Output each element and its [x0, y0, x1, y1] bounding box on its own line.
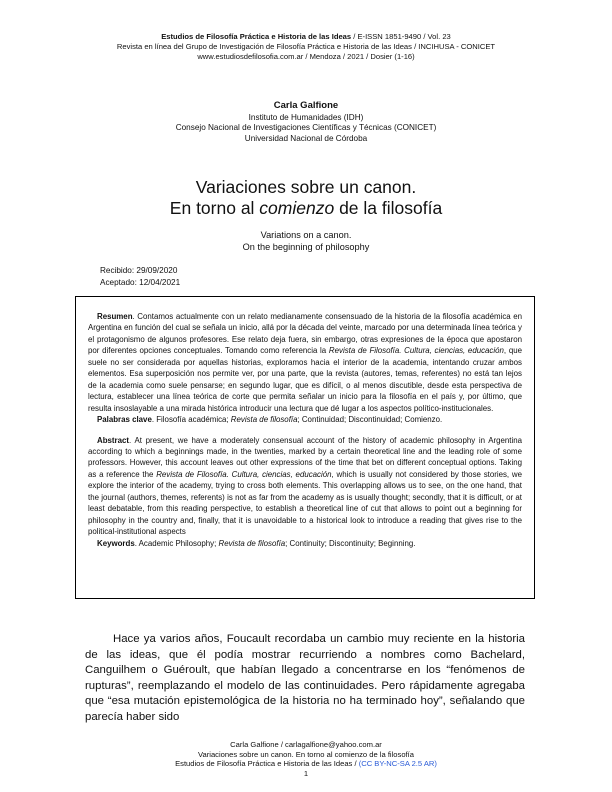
- license-link[interactable]: (CC BY-NC-SA 2.5 AR): [358, 759, 437, 769]
- resumen-text-em: Revista de Filosofía. Cultura, ciencias, educación: [328, 346, 504, 356]
- palabras-clave-em: Revista de filosofía: [230, 415, 298, 425]
- author-affiliations: [0, 113, 612, 144]
- title-line2-pre: En torno al: [169, 198, 260, 218]
- title-line1: Variaciones sobre un canon.: [195, 177, 417, 197]
- page-footer: [0, 740, 612, 778]
- article-dates: [100, 265, 180, 289]
- resumen-text-1: . Contamos actualmente con un relato medianamente consensuado de la historia de la filosofía académica en Argentina en función del cual se señala un inicio, allá por la década del veinte, marcado por una determinada línea teórica y el protagonismo de algunos profesores. Ese relato deja fuera, sin embargo, otras expresiones de la época que apostaron por diferentes opciones conceptuales. Tomando como referencia la: [88, 312, 522, 356]
- abstract-text-em: Revista de Filosofía. Cultura, ciencias, educación: [156, 469, 332, 479]
- keywords-1: . Academic Philosophy;: [134, 538, 219, 548]
- abstract-text-1: . At present, we have a moderately consensual account of the history of academic philosophy in Argentina according to which a beginnings made, in the twenties, marked by a certain theoretical line and the leading role of some professors. However, this account leaves out other expressions of the time that bet on different conceptual options. Taking as a reference the: [88, 435, 522, 479]
- author-name: Carla Galfione: [273, 100, 339, 111]
- journal-header: [0, 32, 612, 62]
- accepted-date: Aceptado: 12/04/2021: [100, 278, 181, 287]
- article-subtitle: [0, 230, 612, 253]
- journal-header-line3: www.estudiosdefilosofia.com.ar / Mendoza / 2021 / Dosier (1-16): [197, 52, 415, 61]
- title-line2-em: comienzo: [259, 198, 335, 218]
- abstract-paragraph: [88, 435, 522, 538]
- article-title: [0, 177, 612, 219]
- journal-header-line2: Revista en línea del Grupo de Investigación de Filosofía Práctica e Historia de las Ideas / INCIHUSA - CONICET: [116, 42, 496, 51]
- page-number: 1: [303, 768, 309, 778]
- journal-name: Estudios de Filosofía Práctica e Historia de las Ideas: [161, 32, 352, 41]
- keywords-2: ; Continuity; Discontinuity; Beginning.: [285, 538, 416, 548]
- abstract-text-2: , which is usually not considered by those stories, we explore the interior of the academy, trying to cross both elements. This overlapping allows us to see, on the one hand, that the journal (authors, themes, referents) is not as far from the academy as is usually thought; secondly, that it is difficult, or at least debatable, from this reading perspective, to establish a theoretical line of cut that allows to point out a beginning for philosophy in the country and, finally, that it is unavoidable to a historical look to introduce a reading that gives rise to the political-institutional aspects: [88, 469, 522, 537]
- resumen-label: Resumen: [97, 312, 133, 321]
- palabras-clave-label: Palabras clave: [97, 415, 152, 425]
- abstract-label: Abstract: [97, 435, 130, 445]
- body-paragraph: Hace ya varios años, Foucault recordaba un cambio muy reciente en la historia de las ideas, que él podía mostrar recurriendo a nombres como Bachelard, Canguilhem o Guéroult, que habían llegado a concentrarse en los “fenómenos de rupturas”, reemplazando el modelo de las continuidades. Pero rápidamente agregaba que “esa mutación epistemológica de la historia no ha terminado hoy”, señalando que parecía haber sido: [85, 633, 525, 723]
- footer-journal: Estudios de Filosofía Práctica e Historia de las Ideas /: [175, 759, 359, 769]
- subtitle-line2: On the beginning of philosophy: [242, 241, 370, 252]
- subtitle-line1: Variations on a canon.: [260, 230, 352, 240]
- affiliation-1: Instituto de Humanidades (IDH): [248, 113, 364, 122]
- abstract-text: [88, 311, 522, 549]
- affiliation-3: Universidad Nacional de Córdoba: [244, 133, 368, 143]
- resumen-text-2: , que suele no ser considerada por aquellas historias, exploramos hacia el interior de la academia, intentando cruzar ambos elementos. Esa superposición nos permite ver, por una parte, que la revista (autores, temas, referentes) no está tan lejos de la academia como suele pensarse; en segundo lugar, que es difícil, o al menos discutible, desde esta perspectiva de lectura, establecer una línea teórica de corte que permita señalar un inicio para la filosofía en el país y, por último, que resulta insoslayable a una mirada histórica introducir una lectura que dé lugar a los aspectos político-institucionales.: [88, 346, 522, 413]
- palabras-clave-1: . Filosofía académica;: [151, 415, 231, 425]
- keywords-em: Revista de filosofía: [218, 538, 286, 548]
- journal-issn: / E-ISSN 1851-9490 / Vol. 23: [351, 32, 451, 41]
- affiliation-2: Consejo Nacional de Investigaciones Científicas y Técnicas (CONICET): [175, 123, 437, 133]
- journal-header-line1: [0, 32, 612, 42]
- abstract-box: [75, 296, 535, 599]
- footer-line2: Variaciones sobre un canon. En torno al comienzo de la filosofía: [198, 749, 414, 759]
- palabras-clave-2: ; Continuidad; Discontinuidad; Comienzo.: [297, 415, 443, 425]
- footer-line1: Carla Galfione / carlagalfione@yahoo.com.ar: [230, 740, 382, 749]
- keywords: [88, 538, 522, 549]
- resumen-paragraph: [88, 311, 522, 414]
- palabras-clave: [88, 414, 522, 425]
- keywords-label: Keywords: [97, 538, 135, 548]
- title-line2-post: de la filosofía: [334, 198, 443, 218]
- received-date: Recibido: 29/09/2020: [100, 266, 178, 275]
- title-line2: [0, 198, 612, 219]
- footer-line3: [0, 759, 612, 769]
